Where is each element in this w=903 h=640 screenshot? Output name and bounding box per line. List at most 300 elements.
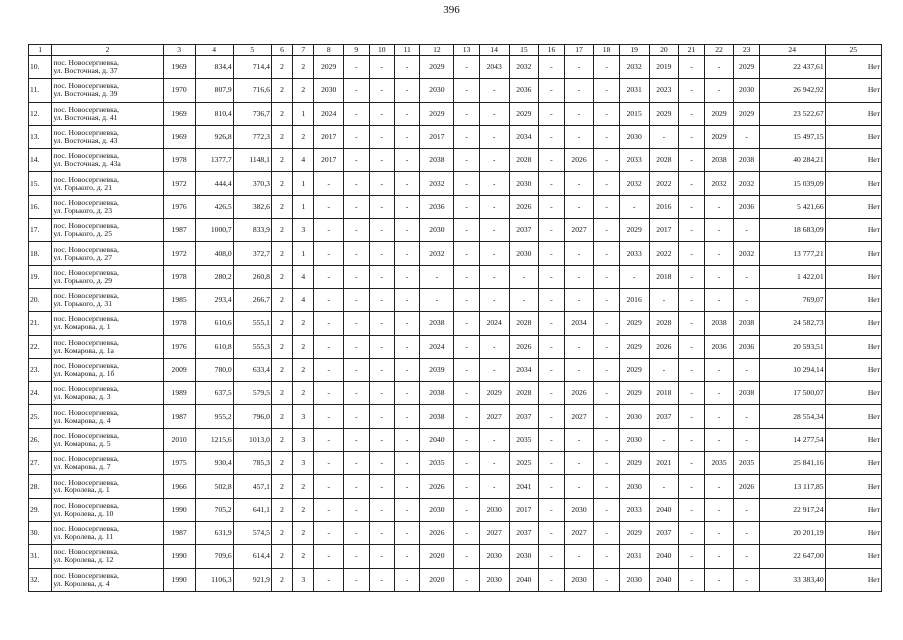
cell-col-18: - [594,545,619,568]
cell-col-4: 426,5 [195,195,233,218]
cell-col-8: - [314,568,344,591]
cell-col-21: - [679,335,704,358]
cell-col-22: 2029 [704,102,734,125]
cell-col-12: 2024 [420,335,454,358]
cell-col-16: - [539,102,564,125]
address-settlement: пос. Новосергиевка, [53,361,119,371]
cell-col-7: 3 [293,428,314,451]
cell-col-5: 555,3 [233,335,271,358]
cell-col-20: 2022 [649,172,679,195]
cell-col-19: 2016 [619,288,649,311]
cell-col-17: - [564,242,594,265]
cell-col-9: - [344,452,369,475]
table-row [29,56,882,79]
address-cell [52,498,163,521]
cell-col-15: - [509,265,539,288]
cell-col-15: 2028 [509,149,539,172]
column-header: 15 [509,45,539,56]
address-settlement: пос. Новосергиевка, [53,244,119,254]
cell-col-4: 1377,7 [195,149,233,172]
address-street: ул. Горького, д. 31 [53,299,113,309]
address-street: ул. Восточная, д. 37 [53,66,118,76]
address-settlement: пос. Новосергиевка, [53,430,119,440]
cell-col-3: 1975 [163,452,195,475]
row-number: 11. [29,79,52,102]
cell-col-15: 2037 [509,405,539,428]
cell-col-9: - [344,195,369,218]
cell-col-20: 2040 [649,568,679,591]
cell-col-24: 15 497,15 [759,125,825,148]
row-number: 24. [29,382,52,405]
cell-col-6: 2 [271,358,292,381]
cell-col-14: - [479,195,509,218]
cell-col-15: 2030 [509,545,539,568]
cell-col-14: 2029 [479,382,509,405]
cell-col-11: - [394,56,419,79]
cell-col-11: - [394,79,419,102]
cell-col-20: 2028 [649,312,679,335]
address-street: ул. Комарова, д. 3 [53,392,111,402]
cell-col-19: 2029 [619,219,649,242]
cell-col-15: 2030 [509,172,539,195]
cell-col-14: - [479,102,509,125]
cell-col-9: - [344,545,369,568]
cell-col-13: - [454,358,479,381]
cell-col-21: - [679,452,704,475]
cell-col-17: - [564,56,594,79]
cell-col-15: 2040 [509,568,539,591]
cell-col-6: 2 [271,79,292,102]
cell-col-21: - [679,125,704,148]
cell-col-11: - [394,475,419,498]
row-number: 12. [29,102,52,125]
cell-col-24: 20 593,51 [759,335,825,358]
cell-col-13: - [454,265,479,288]
cell-col-5: 633,4 [233,358,271,381]
cell-col-10: - [369,149,394,172]
address-cell [52,219,163,242]
cell-col-11: - [394,428,419,451]
cell-col-12: 2029 [420,56,454,79]
cell-col-5: 579,5 [233,382,271,405]
address-street: ул. Королева, д. 1 [53,485,110,495]
cell-col-23: - [734,545,759,568]
cell-col-17: - [564,102,594,125]
cell-col-3: 2009 [163,358,195,381]
cell-col-13: - [454,335,479,358]
cell-col-22: - [704,56,734,79]
cell-col-21: - [679,405,704,428]
cell-col-18: - [594,149,619,172]
cell-col-25: Нет [825,312,881,335]
cell-col-11: - [394,102,419,125]
address-cell [52,382,163,405]
cell-col-11: - [394,405,419,428]
cell-col-14: 2030 [479,498,509,521]
cell-col-18: - [594,265,619,288]
cell-col-10: - [369,288,394,311]
cell-col-24: 25 841,16 [759,452,825,475]
row-number: 30. [29,521,52,544]
cell-col-3: 1990 [163,498,195,521]
address-cell [52,195,163,218]
cell-col-15: 2030 [509,242,539,265]
table-row [29,335,882,358]
address-street: ул. Горького, д. 27 [53,252,113,262]
cell-col-14: - [479,265,509,288]
table-body [29,56,882,592]
cell-col-11: - [394,242,419,265]
cell-col-18: - [594,172,619,195]
column-header: 9 [344,45,369,56]
cell-col-21: - [679,358,704,381]
row-number: 23. [29,358,52,381]
table-row [29,358,882,381]
cell-col-12: 2036 [420,195,454,218]
cell-col-16: - [539,242,564,265]
address-settlement: пос. Новосергиевка, [53,174,119,184]
address-settlement: пос. Новосергиевка, [53,291,119,301]
cell-col-17: - [564,172,594,195]
cell-col-16: - [539,545,564,568]
cell-col-16: - [539,312,564,335]
column-header: 17 [564,45,594,56]
cell-col-12: 2039 [420,358,454,381]
cell-col-18: - [594,568,619,591]
cell-col-11: - [394,382,419,405]
cell-col-16: - [539,195,564,218]
address-street: ул. Комарова, д. 1а [53,345,114,355]
cell-col-6: 2 [271,56,292,79]
cell-col-20: 2016 [649,195,679,218]
column-header: 11 [394,45,419,56]
cell-col-4: 1000,7 [195,219,233,242]
cell-col-21: - [679,102,704,125]
cell-col-4: 955,2 [195,405,233,428]
cell-col-20: - [649,358,679,381]
cell-col-14: - [479,79,509,102]
cell-col-12: - [420,288,454,311]
cell-col-3: 1978 [163,265,195,288]
cell-col-3: 1969 [163,102,195,125]
cell-col-7: 4 [293,265,314,288]
cell-col-17: - [564,288,594,311]
cell-col-21: - [679,149,704,172]
cell-col-12: 2032 [420,242,454,265]
address-settlement: пос. Новосергиевка, [53,104,119,114]
row-number: 18. [29,242,52,265]
address-settlement: пос. Новосергиевка, [53,454,119,464]
cell-col-3: 1969 [163,56,195,79]
cell-col-12: 2017 [420,125,454,148]
cell-col-20: 2037 [649,405,679,428]
cell-col-20: 2018 [649,265,679,288]
table-row [29,125,882,148]
cell-col-25: Нет [825,335,881,358]
cell-col-13: - [454,172,479,195]
row-number: 16. [29,195,52,218]
cell-col-22: - [704,405,734,428]
cell-col-5: 614,4 [233,545,271,568]
cell-col-14: 2027 [479,405,509,428]
cell-col-23: 2029 [734,56,759,79]
cell-col-7: 2 [293,56,314,79]
cell-col-14: 2027 [479,521,509,544]
cell-col-12: 2040 [420,428,454,451]
cell-col-4: 502,8 [195,475,233,498]
cell-col-4: 408,0 [195,242,233,265]
cell-col-23: 2029 [734,102,759,125]
cell-col-4: 1215,6 [195,428,233,451]
cell-col-8: - [314,265,344,288]
cell-col-4: 610,8 [195,335,233,358]
cell-col-5: 796,0 [233,405,271,428]
cell-col-9: - [344,149,369,172]
address-settlement: пос. Новосергиевка, [53,197,119,207]
cell-col-3: 1985 [163,288,195,311]
cell-col-7: 1 [293,102,314,125]
column-header: 7 [293,45,314,56]
address-street: ул. Комарова, д. 1 [53,322,111,332]
cell-col-10: - [369,498,394,521]
cell-col-24: 26 942,92 [759,79,825,102]
cell-col-19: 2030 [619,428,649,451]
cell-col-21: - [679,172,704,195]
cell-col-13: - [454,312,479,335]
cell-col-23: 2026 [734,475,759,498]
cell-col-8: 2017 [314,149,344,172]
table-row [29,288,882,311]
cell-col-13: - [454,288,479,311]
column-number-header-row [29,45,882,56]
cell-col-8: - [314,405,344,428]
cell-col-13: - [454,125,479,148]
cell-col-12: 2020 [420,568,454,591]
row-number: 28. [29,475,52,498]
cell-col-23: - [734,219,759,242]
cell-col-12: 2029 [420,102,454,125]
cell-col-13: - [454,242,479,265]
cell-col-8: - [314,242,344,265]
cell-col-25: Нет [825,475,881,498]
cell-col-12: - [420,265,454,288]
cell-col-3: 1989 [163,382,195,405]
cell-col-6: 2 [271,172,292,195]
cell-col-5: 1148,1 [233,149,271,172]
address-cell [52,242,163,265]
cell-col-7: 2 [293,475,314,498]
cell-col-4: 444,4 [195,172,233,195]
cell-col-22: - [704,242,734,265]
cell-col-18: - [594,382,619,405]
cell-col-16: - [539,288,564,311]
table-row [29,452,882,475]
column-header: 10 [369,45,394,56]
cell-col-7: 3 [293,219,314,242]
table-row [29,568,882,591]
cell-col-20: 2017 [649,219,679,242]
cell-col-21: - [679,428,704,451]
cell-col-21: - [679,56,704,79]
cell-col-19: 2033 [619,498,649,521]
row-number: 13. [29,125,52,148]
cell-col-24: 10 294,14 [759,358,825,381]
cell-col-21: - [679,498,704,521]
cell-col-10: - [369,195,394,218]
cell-col-16: - [539,452,564,475]
cell-col-22: 2029 [704,125,734,148]
cell-col-19: 2029 [619,382,649,405]
cell-col-16: - [539,405,564,428]
cell-col-10: - [369,405,394,428]
cell-col-16: - [539,172,564,195]
cell-col-12: 2030 [420,79,454,102]
cell-col-8: - [314,521,344,544]
cell-col-15: 2028 [509,382,539,405]
cell-col-21: - [679,79,704,102]
cell-col-22: - [704,498,734,521]
cell-col-19: - [619,265,649,288]
cell-col-11: - [394,219,419,242]
cell-col-7: 2 [293,358,314,381]
cell-col-17: 2027 [564,521,594,544]
cell-col-16: - [539,149,564,172]
cell-col-10: - [369,475,394,498]
address-cell [52,335,163,358]
cell-col-6: 2 [271,452,292,475]
cell-col-23: - [734,521,759,544]
cell-col-21: - [679,568,704,591]
cell-col-9: - [344,125,369,148]
cell-col-4: 293,4 [195,288,233,311]
table-row [29,405,882,428]
table-row [29,312,882,335]
cell-col-9: - [344,265,369,288]
cell-col-22: - [704,521,734,544]
cell-col-22: 2032 [704,172,734,195]
row-number: 22. [29,335,52,358]
cell-col-12: 2038 [420,312,454,335]
cell-col-9: - [344,498,369,521]
address-street: ул. Королева, д. 11 [53,532,114,542]
address-settlement: пос. Новосергиевка, [53,524,119,534]
cell-col-15: 2041 [509,475,539,498]
cell-col-12: 2030 [420,219,454,242]
address-settlement: пос. Новосергиевка, [53,384,119,394]
address-settlement: пос. Новосергиевка, [53,128,119,138]
cell-col-6: 2 [271,382,292,405]
cell-col-12: 2026 [420,475,454,498]
cell-col-24: 5 421,66 [759,195,825,218]
row-number: 26. [29,428,52,451]
column-header: 3 [163,45,195,56]
cell-col-7: 2 [293,335,314,358]
cell-col-10: - [369,521,394,544]
cell-col-14: 2030 [479,545,509,568]
cell-col-11: - [394,265,419,288]
cell-col-9: - [344,102,369,125]
cell-col-5: 1013,0 [233,428,271,451]
row-number: 31. [29,545,52,568]
cell-col-5: 736,7 [233,102,271,125]
cell-col-18: - [594,405,619,428]
cell-col-11: - [394,545,419,568]
address-street: ул. Горького, д. 23 [53,205,113,215]
cell-col-6: 2 [271,521,292,544]
cell-col-6: 2 [271,102,292,125]
cell-col-22: - [704,195,734,218]
cell-col-12: 2038 [420,405,454,428]
cell-col-13: - [454,195,479,218]
cell-col-7: 1 [293,195,314,218]
address-cell [52,79,163,102]
cell-col-7: 2 [293,125,314,148]
cell-col-10: - [369,265,394,288]
cell-col-19: 2030 [619,405,649,428]
cell-col-16: - [539,125,564,148]
cell-col-16: - [539,79,564,102]
table-row [29,102,882,125]
cell-col-25: Нет [825,498,881,521]
cell-col-17: - [564,452,594,475]
cell-col-14: - [479,219,509,242]
cell-col-23: - [734,428,759,451]
cell-col-5: 833,9 [233,219,271,242]
cell-col-16: - [539,219,564,242]
cell-col-12: 2035 [420,452,454,475]
cell-col-22: 2038 [704,149,734,172]
cell-col-18: - [594,125,619,148]
cell-col-9: - [344,475,369,498]
cell-col-20: 2029 [649,102,679,125]
cell-col-20: 2040 [649,545,679,568]
cell-col-8: - [314,288,344,311]
cell-col-16: - [539,498,564,521]
address-cell [52,475,163,498]
cell-col-3: 1978 [163,149,195,172]
row-number: 25. [29,405,52,428]
column-header: 22 [704,45,734,56]
cell-col-16: - [539,428,564,451]
cell-col-15: 2017 [509,498,539,521]
housing-registry-table [28,44,882,592]
cell-col-15: 2026 [509,195,539,218]
cell-col-18: - [594,56,619,79]
cell-col-9: - [344,358,369,381]
column-header: 20 [649,45,679,56]
cell-col-20: 2040 [649,498,679,521]
cell-col-7: 3 [293,452,314,475]
cell-col-5: 641,1 [233,498,271,521]
cell-col-15: 2036 [509,79,539,102]
cell-col-17: 2026 [564,382,594,405]
cell-col-19: 2030 [619,568,649,591]
cell-col-4: 810,4 [195,102,233,125]
table-row [29,149,882,172]
cell-col-20: - [649,428,679,451]
cell-col-8: - [314,172,344,195]
cell-col-23: - [734,288,759,311]
cell-col-23: 2036 [734,195,759,218]
cell-col-21: - [679,382,704,405]
cell-col-15: 2034 [509,125,539,148]
cell-col-17: - [564,79,594,102]
cell-col-19: 2030 [619,475,649,498]
cell-col-4: 930,4 [195,452,233,475]
row-number: 17. [29,219,52,242]
cell-col-9: - [344,405,369,428]
address-cell [52,521,163,544]
